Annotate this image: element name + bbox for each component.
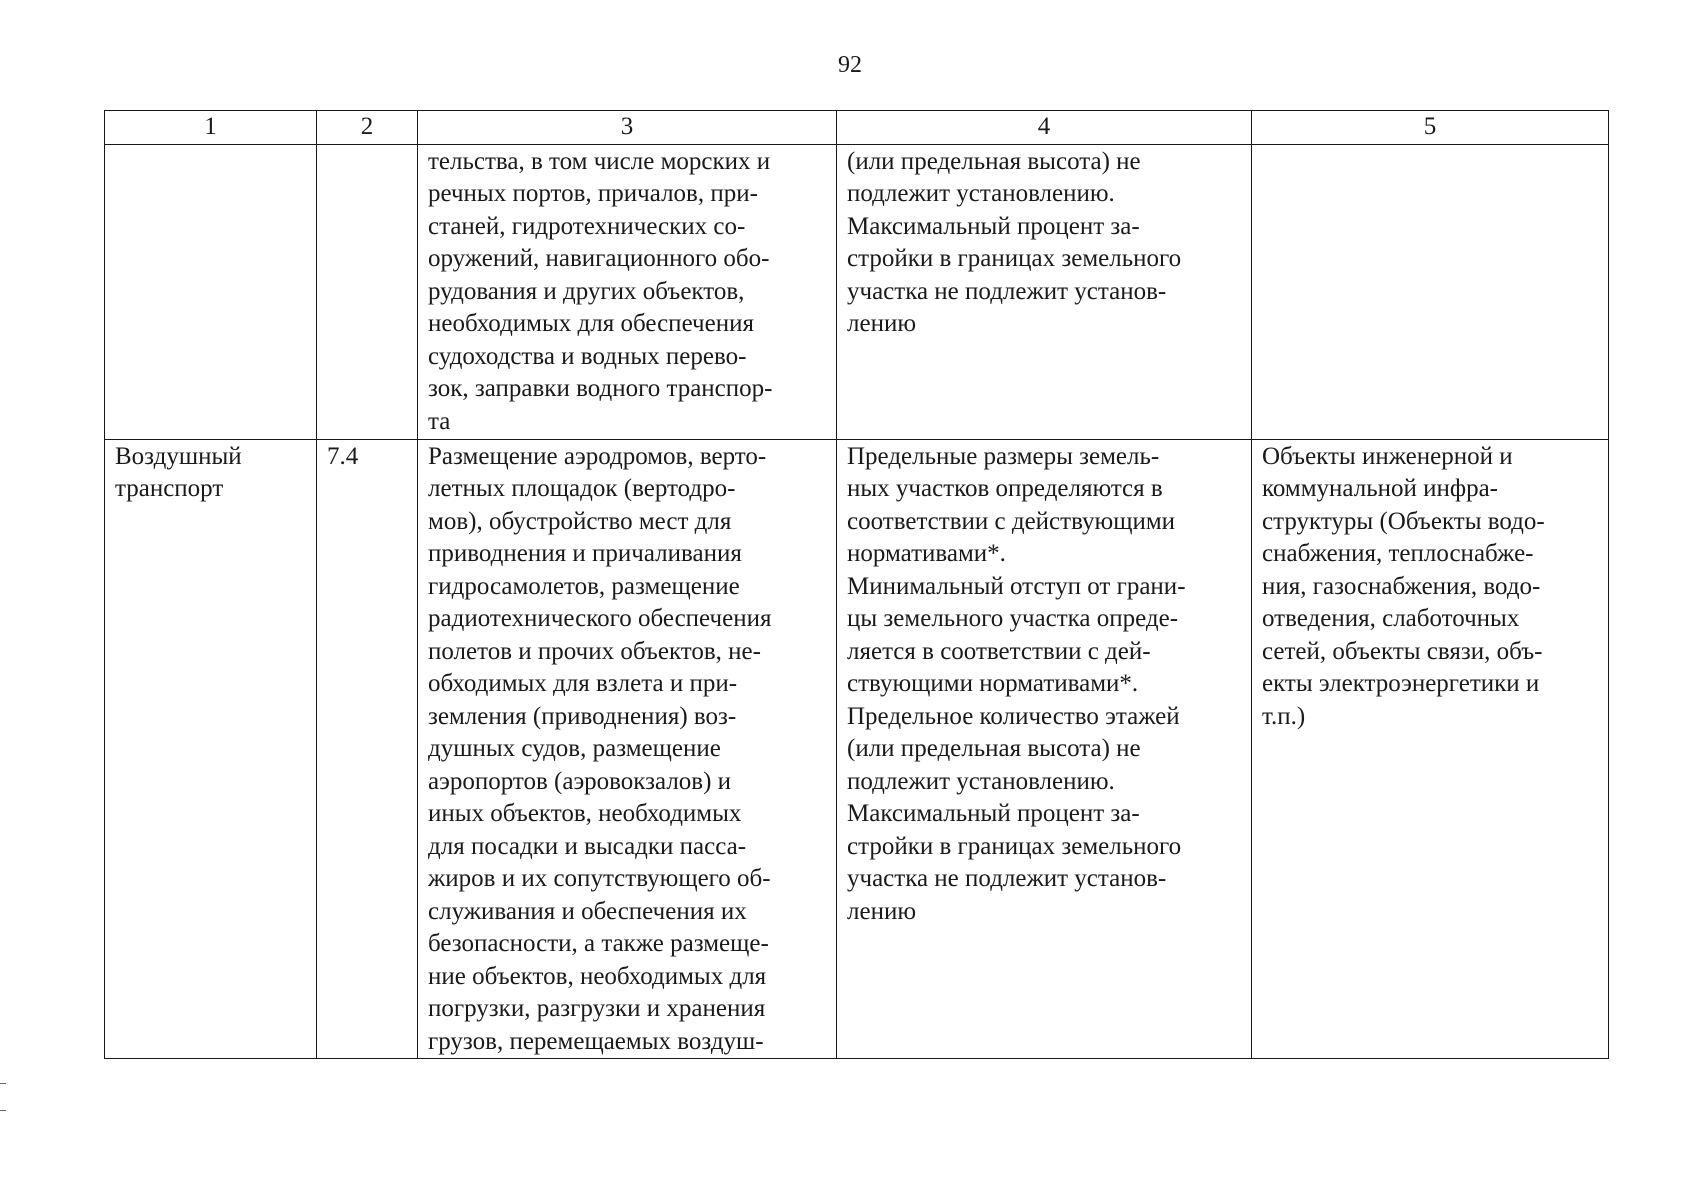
page-number: 92 xyxy=(838,52,862,78)
cell-text: 7.4 xyxy=(327,442,359,470)
description-cell xyxy=(418,144,837,439)
cell-text: (или предельная высота) не подлежит установлению. Максимальный процент за- стройки в границах земельного участка не подлежит установ- лению xyxy=(847,147,1182,337)
land-use-type-cell xyxy=(105,439,317,1059)
cell-text xyxy=(115,146,306,439)
auxiliary-uses-cell xyxy=(1252,439,1609,1059)
cell-text: Размещение аэродромов, верто- летных площадок (вертодро- мов), обустройство мест для приводнения и причаливания гидросамолетов, размещение радиотехнического обеспечения полетов и прочих объектов, не- обходимых для взлета и при- земления (приводнения) воз- душных судов, размещение аэропортов (аэровокзалов) и иных объектов, необходимых для посадки и высадки пасса- жиров и их сопутствующего об- служивания и обеспечения их безопасности, а также размеще- ние объектов, необходимых для погрузки, разгрузки и хранения грузов, перемещаемых воздуш- xyxy=(428,442,772,1055)
table-row xyxy=(105,144,1609,439)
cell-text: тельства, в том числе морских и речных портов, причалов, при- станей, гидротехнических со- оружений, навигационного обо- рудования и других объектов, необходимых для обеспечения судоходства и водных перево- зок, заправки водного транспор- та xyxy=(428,147,773,435)
auxiliary-uses-cell xyxy=(1252,144,1609,439)
scan-margin-mark xyxy=(0,1083,6,1084)
column-header-4: 4 xyxy=(837,111,1252,145)
parameters-cell xyxy=(837,439,1252,1059)
table-row xyxy=(105,439,1609,1059)
cell-text: Предельные размеры земель- ных участков определяются в соответствии с действующими нормативами*. Минимальный отступ от грани- цы земельного участка опреде- ляется в соответствии с дей- ствующими нормативами*. Предельное количество этажей (или предельная высота) не подлежит установлению. Максимальный процент за- стройки в границах земельного участка не подлежит установ- лению xyxy=(847,442,1186,925)
code-cell xyxy=(317,439,418,1059)
cell-text xyxy=(1262,146,1598,439)
column-header-1: 1 xyxy=(105,111,317,145)
cell-text: Объекты инженерной и коммунальной инфра- структуры (Объекты водо- снабжения, теплоснабже- ния, газоснабжения, водо- отведения, слаботочных сетей, объекты связи, объ- екты электроэнергетики и т.п.) xyxy=(1262,442,1545,730)
table-header-row xyxy=(105,111,1609,145)
column-header-3: 3 xyxy=(418,111,837,145)
column-header-5: 5 xyxy=(1252,111,1609,145)
parameters-cell xyxy=(837,144,1252,439)
regulations-table xyxy=(104,110,1609,1059)
scan-margin-mark xyxy=(0,1110,6,1111)
cell-text: Воздушный транспорт xyxy=(115,442,242,502)
cell-text xyxy=(327,146,407,439)
land-use-type-cell xyxy=(105,144,317,439)
code-cell xyxy=(317,144,418,439)
description-cell xyxy=(418,439,837,1059)
column-header-2: 2 xyxy=(317,111,418,145)
